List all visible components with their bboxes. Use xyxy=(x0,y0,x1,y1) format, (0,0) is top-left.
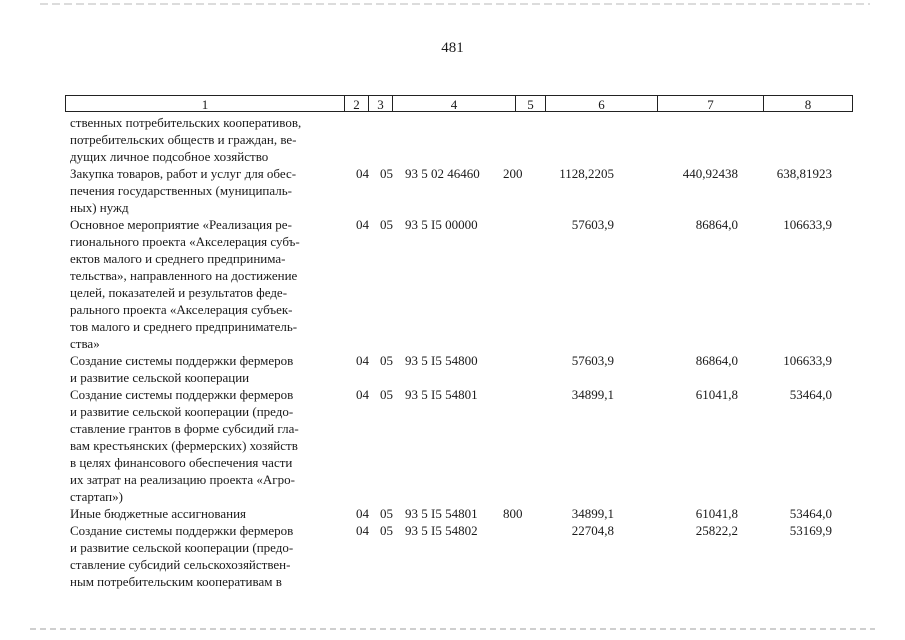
header-col-3: 3 xyxy=(369,96,393,111)
row-csr-code: 93 5 I5 54800 xyxy=(405,353,478,368)
row-name-line: печения государственных (муниципаль- xyxy=(70,183,293,198)
row-pr-code: 05 xyxy=(380,387,393,402)
header-col-6: 6 xyxy=(546,96,658,111)
row-name-line: и развитие сельской кооперации (предо- xyxy=(70,540,294,555)
row-amount-col6: 34899,1 xyxy=(571,387,614,402)
row-amount-col8: 53169,9 xyxy=(789,523,832,538)
row-name xyxy=(70,522,350,590)
row-name-line: ставление субсидий сельскохозяйствен- xyxy=(70,557,291,572)
row-amount-col7: 61041,8 xyxy=(695,387,738,402)
row-amount-col7: 440,92438 xyxy=(682,166,738,181)
row-name xyxy=(70,386,350,505)
header-col-1: 1 xyxy=(66,96,345,111)
table-row xyxy=(0,505,905,522)
row-csr-code: 93 5 I5 00000 xyxy=(405,217,478,232)
row-amount-col6: 1128,2205 xyxy=(559,166,614,181)
row-rz-code: 04 xyxy=(356,506,369,521)
table-row xyxy=(0,165,905,216)
row-csr-code: 93 5 I5 54801 xyxy=(405,387,478,402)
row-name-line: ектов малого и среднего предпринима- xyxy=(70,251,286,266)
row-name-line: Основное мероприятие «Реализация ре- xyxy=(70,217,292,232)
row-name-line: Создание системы поддержки фермеров xyxy=(70,523,294,538)
row-amount-col6: 57603,9 xyxy=(571,217,614,232)
row-name-line: ным потребительским кооперативам в xyxy=(70,574,282,589)
scan-edge-bottom xyxy=(30,628,875,630)
row-name-line: ставление грантов в форме субсидий гла- xyxy=(70,421,299,436)
row-amount-col7: 25822,2 xyxy=(695,523,738,538)
row-name-line: Создание системы поддержки фермеров xyxy=(70,387,294,402)
page-number: 481 xyxy=(441,40,464,56)
row-name-line: дущих личное подсобное хозяйство xyxy=(70,149,269,164)
row-name-line: ства» xyxy=(70,336,100,351)
row-name-line: тельства», направленного на достижение xyxy=(70,268,298,283)
row-vr-code: 200 xyxy=(503,166,523,181)
table-row xyxy=(0,386,905,505)
header-col-5: 5 xyxy=(516,96,546,111)
row-pr-code: 05 xyxy=(380,506,393,521)
row-vr-code: 800 xyxy=(503,506,523,521)
header-col-7: 7 xyxy=(658,96,764,111)
row-csr-code: 93 5 I5 54801 xyxy=(405,506,478,521)
row-pr-code: 05 xyxy=(380,353,393,368)
row-amount-col6: 22704,8 xyxy=(571,523,614,538)
row-amount-col7: 61041,8 xyxy=(695,506,738,521)
row-name xyxy=(70,165,350,216)
row-name xyxy=(70,216,350,352)
row-name-line: потребительских обществ и граждан, ве- xyxy=(70,132,297,147)
row-name-line: стартап») xyxy=(70,489,123,504)
table-row xyxy=(0,352,905,386)
header-col-2: 2 xyxy=(345,96,369,111)
row-pr-code: 05 xyxy=(380,217,393,232)
row-name-line: и развитие сельской кооперации (предо- xyxy=(70,404,294,419)
table-row xyxy=(0,216,905,352)
scan-edge-top xyxy=(40,3,870,5)
row-amount-col8: 53464,0 xyxy=(789,506,832,521)
row-name-line: вам крестьянских (фермерских) хозяйств xyxy=(70,438,298,453)
row-pr-code: 05 xyxy=(380,523,393,538)
row-name-line: ных) нужд xyxy=(70,200,129,215)
row-amount-col6: 34899,1 xyxy=(571,506,614,521)
row-rz-code: 04 xyxy=(356,523,369,538)
row-amount-col7: 86864,0 xyxy=(695,353,738,368)
row-name xyxy=(70,505,350,522)
row-name-line: Иные бюджетные ассигнования xyxy=(70,506,247,521)
row-amount-col8: 106633,9 xyxy=(783,217,832,232)
row-pr-code: 05 xyxy=(380,166,393,181)
row-rz-code: 04 xyxy=(356,217,369,232)
row-name xyxy=(70,352,350,386)
row-csr-code: 93 5 I5 54802 xyxy=(405,523,478,538)
row-amount-col8: 53464,0 xyxy=(789,387,832,402)
header-col-8: 8 xyxy=(804,97,812,112)
row-name-line: и развитие сельской кооперации xyxy=(70,370,250,385)
table-row xyxy=(0,114,905,165)
row-rz-code: 04 xyxy=(356,353,369,368)
header-col-4: 4 xyxy=(393,96,516,111)
row-rz-code: 04 xyxy=(356,387,369,402)
row-name-line: тов малого и среднего предприниматель- xyxy=(70,319,298,334)
row-amount-col6: 57603,9 xyxy=(571,353,614,368)
row-rz-code: 04 xyxy=(356,166,369,181)
row-amount-col7: 86864,0 xyxy=(695,217,738,232)
row-name-line: Закупка товаров, работ и услуг для обес- xyxy=(70,166,297,181)
row-name-line: ственных потребительских кооперативов, xyxy=(70,115,302,130)
row-name-line: гионального проекта «Акселерация субъ- xyxy=(70,234,300,249)
row-name-line: рального проекта «Акселерация субъек- xyxy=(70,302,293,317)
table-body xyxy=(0,114,905,590)
row-amount-col8: 106633,9 xyxy=(783,353,832,368)
row-name-line: Создание системы поддержки фермеров xyxy=(70,353,294,368)
table-row xyxy=(0,522,905,590)
table-header xyxy=(65,95,853,112)
row-name-line: их затрат на реализацию проекта «Агро- xyxy=(70,472,295,487)
row-amount-col8: 638,81923 xyxy=(776,166,832,181)
row-name-line: в целях финансового обеспечения части xyxy=(70,455,293,470)
row-name xyxy=(70,114,350,165)
row-csr-code: 93 5 02 46460 xyxy=(405,166,480,181)
row-name-line: целей, показателей и результатов феде- xyxy=(70,285,288,300)
